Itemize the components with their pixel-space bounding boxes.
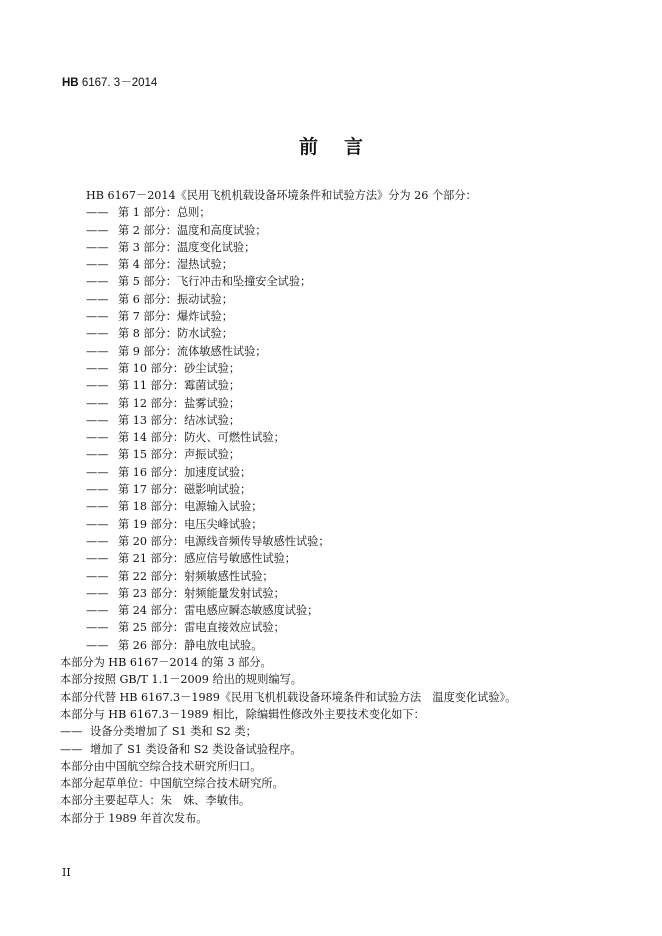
page-folio: II <box>62 866 71 879</box>
em-dash-marker: —— <box>86 465 109 479</box>
part-item <box>86 256 606 273</box>
changes-list <box>60 723 606 758</box>
em-dash-marker: —— <box>86 586 109 600</box>
em-dash-marker: —— <box>86 534 109 548</box>
part-item-text: 第 16 部分：加速度试验； <box>118 465 252 479</box>
part-item <box>86 239 606 256</box>
part-item-text: 第 26 部分：静电放电试验。 <box>118 638 263 652</box>
em-dash-marker: —— <box>86 569 109 583</box>
em-dash-marker: —— <box>86 552 109 566</box>
em-dash-marker: —— <box>60 742 83 756</box>
parts-list <box>86 204 606 654</box>
part-item <box>86 464 606 481</box>
page-title: 前言 <box>298 136 389 158</box>
part-item-text: 第 19 部分：电压尖峰试验； <box>118 517 263 531</box>
em-dash-marker: —— <box>86 292 109 306</box>
part-item-text: 第 11 部分：霉菌试验； <box>118 379 241 393</box>
change-item-text: 设备分类增加了 S1 类和 S2 类； <box>90 725 257 739</box>
part-item <box>86 204 606 221</box>
part-item <box>86 412 606 429</box>
part-item <box>86 429 606 446</box>
change-item <box>60 723 606 740</box>
part-item <box>86 273 606 290</box>
part-item <box>86 637 606 654</box>
em-dash-marker: —— <box>86 361 109 375</box>
part-item <box>86 395 606 412</box>
part-item-text: 第 10 部分：砂尘试验； <box>118 361 241 375</box>
part-item <box>86 325 606 342</box>
part-item-text: 第 24 部分：雷电感应瞬态敏感度试验； <box>118 604 319 618</box>
part-item-text: 第 6 部分：振动试验； <box>118 292 233 306</box>
foreword-body <box>60 187 606 827</box>
em-dash-marker: —— <box>86 638 109 652</box>
part-item <box>86 498 606 515</box>
part-item-text: 第 13 部分：结冰试验； <box>118 413 241 427</box>
part-item-text: 第 25 部分：雷电直接效应试验； <box>118 621 285 635</box>
note-line: 本部分按照 GB/T 1.1－2009 给出的规则编写。 <box>60 673 302 687</box>
part-item <box>86 568 606 585</box>
note-line: 本部分由中国航空综合技术研究所归口。 <box>60 759 262 773</box>
intro-paragraph: HB 6167－2014《民用飞机机载设备环境条件和试验方法》分为 26 个部分： <box>86 189 477 202</box>
part-item-text: 第 18 部分：电源输入试验； <box>118 500 263 514</box>
em-dash-marker: —— <box>86 327 109 341</box>
part-item-text: 第 22 部分：射频敏感性试验； <box>118 569 274 583</box>
part-item <box>86 550 606 567</box>
em-dash-marker: —— <box>86 275 109 289</box>
part-item <box>86 291 606 308</box>
part-item-text: 第 17 部分：磁影响试验； <box>118 483 252 497</box>
part-item-text: 第 15 部分：声振试验； <box>118 448 241 462</box>
em-dash-marker: —— <box>86 483 109 497</box>
em-dash-marker: —— <box>86 240 109 254</box>
em-dash-marker: —— <box>86 223 109 237</box>
note-line: 本部分主要起草人：朱 姝、李敏伟。 <box>60 794 251 808</box>
part-item-text: 第 3 部分：温度变化试验； <box>118 240 256 254</box>
part-item-text: 第 7 部分：爆炸试验； <box>118 310 233 324</box>
part-item <box>86 308 606 325</box>
part-item <box>86 602 606 619</box>
em-dash-marker: —— <box>86 621 109 635</box>
standard-number <box>62 74 157 90</box>
change-item <box>60 741 606 758</box>
part-item-text: 第 14 部分：防火、可燃性试验； <box>118 431 285 445</box>
em-dash-marker: —— <box>60 725 83 739</box>
part-item <box>86 533 606 550</box>
part-item-text: 第 1 部分：总则； <box>118 206 211 220</box>
part-item-text: 第 2 部分：温度和高度试验； <box>118 223 267 237</box>
part-item <box>86 360 606 377</box>
note-line: 本部分代替 HB 6167.3－1989《民用飞机机载设备环境条件和试验方法 温度变化试验》。 <box>60 690 517 704</box>
part-item-text: 第 21 部分：感应信号敏感性试验； <box>118 552 296 566</box>
part-item <box>86 446 606 463</box>
part-item <box>86 343 606 360</box>
part-item <box>86 585 606 602</box>
part-item-text: 第 12 部分：盐雾试验； <box>118 396 241 410</box>
part-item-text: 第 8 部分：防水试验； <box>118 327 233 341</box>
note-line: 本部分为 HB 6167－2014 的第 3 部分。 <box>60 656 272 670</box>
note-line: 本部分与 HB 6167.3－1989 相比，除编辑性修改外主要技术变化如下： <box>60 707 425 721</box>
part-item-text: 第 5 部分：飞行冲击和坠撞安全试验； <box>118 275 312 289</box>
em-dash-marker: —— <box>86 396 109 410</box>
standard-code: 6167. 3－2014 <box>78 77 158 89</box>
part-item-text: 第 23 部分：射频能量发射试验； <box>118 586 285 600</box>
notes-block-a <box>60 654 606 723</box>
em-dash-marker: —— <box>86 344 109 358</box>
part-item <box>86 619 606 636</box>
note-line: 本部分于 1989 年首次发布。 <box>60 811 208 825</box>
standard-prefix: HB <box>62 77 79 89</box>
em-dash-marker: —— <box>86 258 109 272</box>
em-dash-marker: —— <box>86 500 109 514</box>
em-dash-marker: —— <box>86 517 109 531</box>
part-item <box>86 377 606 394</box>
em-dash-marker: —— <box>86 413 109 427</box>
em-dash-marker: —— <box>86 604 109 618</box>
em-dash-marker: —— <box>86 431 109 445</box>
part-item-text: 第 4 部分：湿热试验； <box>118 258 233 272</box>
change-item-text: 增加了 S1 类设备和 S2 类设备试验程序。 <box>90 742 302 756</box>
part-item-text: 第 9 部分：流体敏感性试验； <box>118 344 267 358</box>
em-dash-marker: —— <box>86 310 109 324</box>
em-dash-marker: —— <box>86 206 109 220</box>
em-dash-marker: —— <box>86 379 109 393</box>
em-dash-marker: —— <box>86 448 109 462</box>
part-item <box>86 481 606 498</box>
part-item <box>86 222 606 239</box>
part-item-text: 第 20 部分：电源线音频传导敏感性试验； <box>118 534 330 548</box>
note-line: 本部分起草单位：中国航空综合技术研究所。 <box>60 777 284 791</box>
notes-block-b <box>60 758 606 827</box>
part-item <box>86 516 606 533</box>
